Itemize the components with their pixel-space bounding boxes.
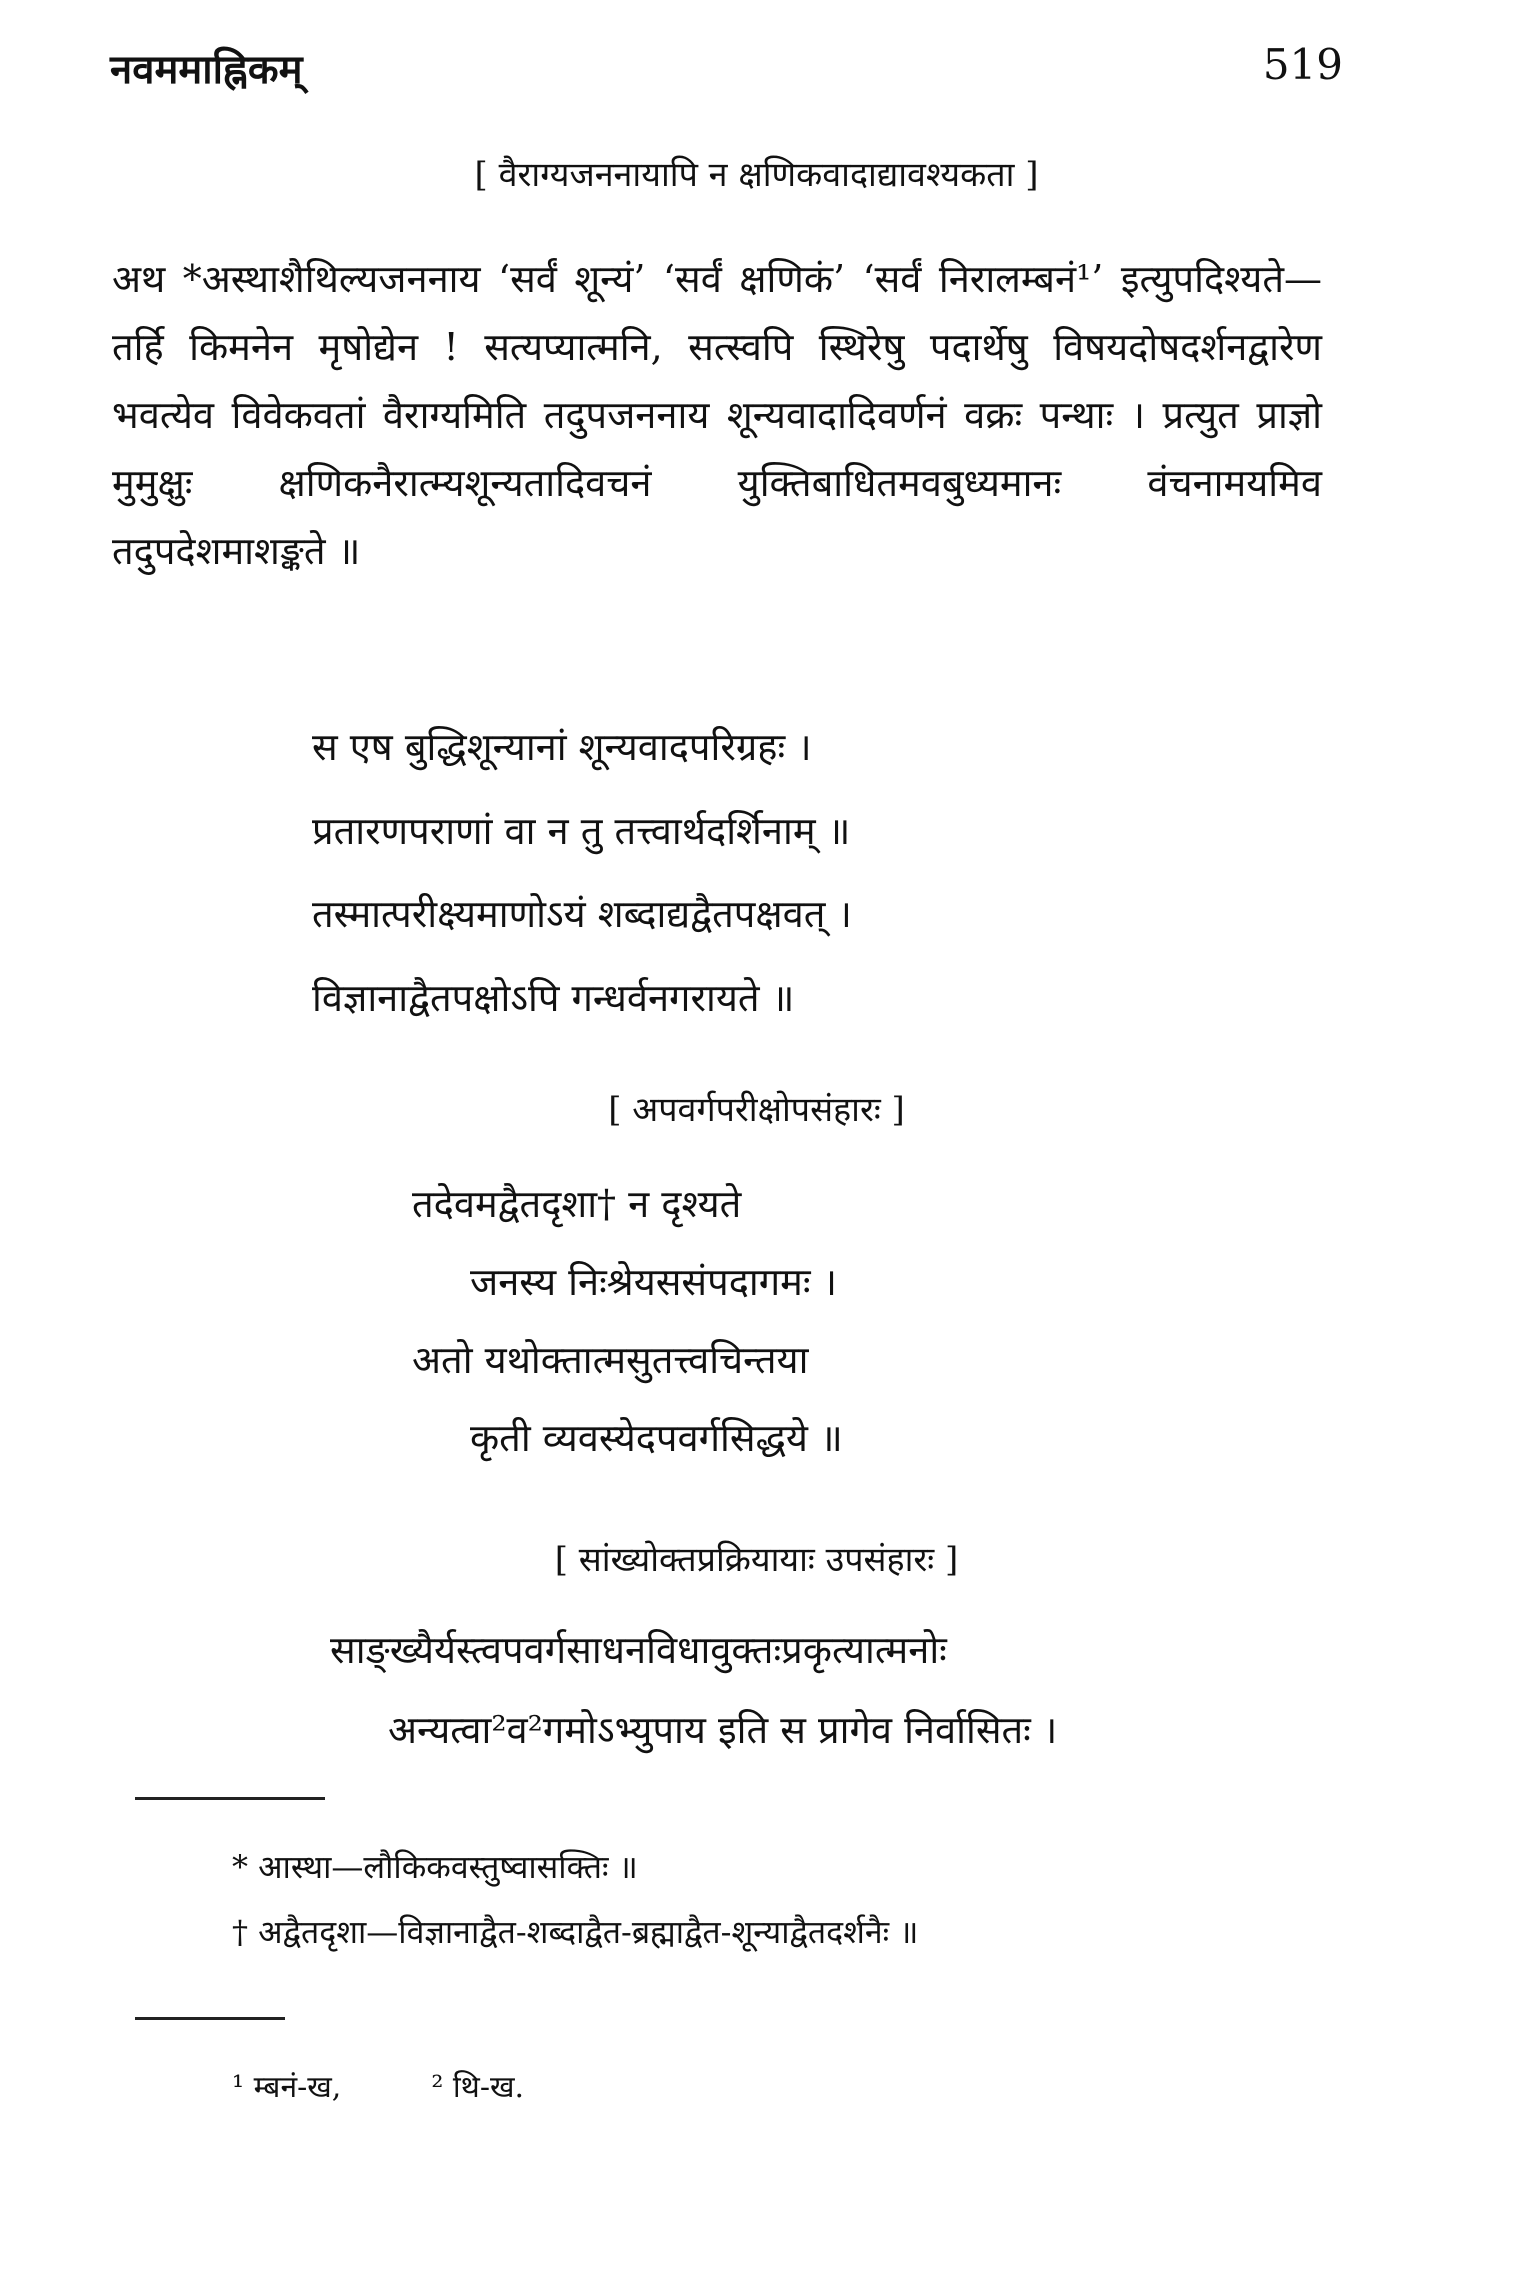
section-heading-1: [ वैराग्यजननायापि न क्षणिकवादाद्यावश्यकता ] bbox=[474, 155, 1039, 195]
verse-line: स एष बुद्धिशून्यानां शून्यवादपरिग्रहः । bbox=[312, 725, 812, 769]
verse-line: तदेवमद्वैतदृशा† न दृश्यते bbox=[412, 1182, 742, 1226]
variant-reading: ² थि-ख. bbox=[431, 2070, 525, 2105]
page-header bbox=[110, 40, 1343, 100]
section-heading-2: [ अपवर्गपरीक्षोपसंहारः ] bbox=[608, 1090, 905, 1130]
verse-block-2 bbox=[312, 872, 852, 1040]
variant-reading: ¹ म्बनं-ख, bbox=[232, 2070, 342, 2105]
footnote-rule bbox=[135, 1797, 325, 1800]
verse-line: जनस्य निःश्रेयससंपदागमः । bbox=[470, 1260, 837, 1304]
section-heading-3: [ सांख्योक्तप्रक्रियायाः उपसंहारः ] bbox=[554, 1540, 959, 1580]
verse-line: अतो यथोक्तात्मसुतत्त्वचिन्तया bbox=[412, 1338, 809, 1382]
footnote: * आस्था—लौकिकवस्तुष्वासक्तिः ॥ bbox=[232, 1848, 638, 1886]
footnote: † अद्वैतदृशा—विज्ञानाद्वैत-शब्दाद्वैत-ब्रह्माद्वैत-शून्याद्वैतदर्शनैः ॥ bbox=[232, 1913, 919, 1951]
paragraph-1: अथ *अस्थाशैथिल्यजननाय ‘सर्वं शून्यं’ ‘सर्वं क्षणिकं’ ‘सर्वं निरालम्बनं¹’ इत्युपदिश्यते—तर्हि किमनेन मृषोद्येन ! सत्यप्यात्मनि, सत्स्वपि स्थिरेषु पदार्थेषु विषयदोषदर्शनद्वारेण भवत्येव विवेकवतां वैराग्यमिति तदुपजननाय शून्यवादादिवर्णनं वक्रः पन्थाः । प्रत्युत प्राज्ञो मुमुक्षुः क्षणिकनैरात्म्यशून्यतादिवचनं युक्तिबाधितमवबुध्यमानः वंचनामयमिव तदुपदेशमाशङ्कते ॥ bbox=[112, 257, 1322, 573]
verse-line: अन्यत्वा²व²गमोऽभ्युपाय इति स प्रागेव निर्वासितः । bbox=[388, 1708, 1058, 1752]
verse-block-4 bbox=[330, 1610, 1057, 1770]
page-number: 519 bbox=[1262, 40, 1343, 89]
verse-line: साङ्ख्यैर्यस्त्वपवर्गसाधनविधावुक्तःप्रकृत्यात्मनोः bbox=[330, 1628, 947, 1672]
verse-line: कृती व्यवस्येदपवर्गसिद्धये ॥ bbox=[470, 1416, 843, 1460]
variant-readings bbox=[232, 2065, 524, 2106]
running-title: नवममाह्निकम् bbox=[110, 46, 303, 93]
verse-block-1 bbox=[312, 705, 850, 873]
variants-rule bbox=[135, 2017, 285, 2020]
verse-line: तस्मात्परीक्ष्यमाणोऽयं शब्दाद्यद्वैतपक्षवत् । bbox=[312, 892, 852, 936]
verse-block-3 bbox=[412, 1165, 843, 1477]
verse-line: प्रतारणपराणां वा न तु तत्त्वार्थदर्शिनाम् ॥ bbox=[312, 809, 851, 853]
verse-line: विज्ञानाद्वैतपक्षोऽपि गन्धर्वनगरायते ॥ bbox=[312, 976, 795, 1020]
